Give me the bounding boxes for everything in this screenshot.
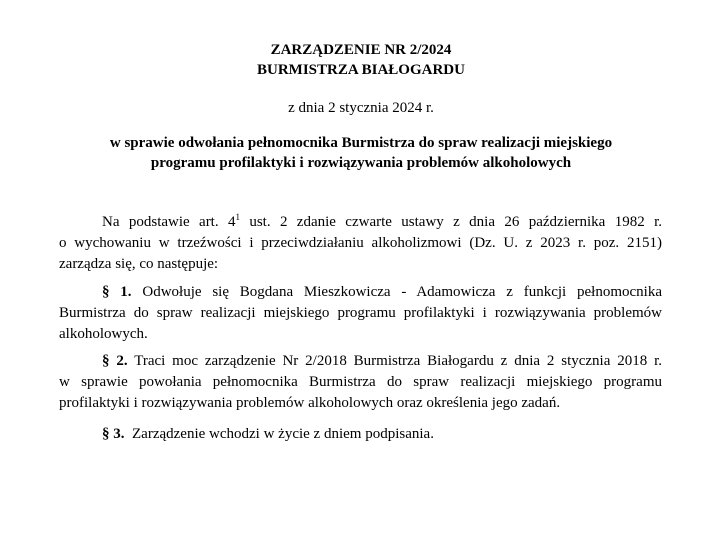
- section-2-mark: § 2.: [102, 353, 128, 369]
- section-2-text: Traci moc zarządzenie Nr 2/2018 Burmistrza Białogardu z dnia 2 stycznia 2018 r.: [127, 353, 662, 369]
- section-3-paragraph: [59, 424, 662, 445]
- subject-line-1: w sprawie odwołania pełnomocnika Burmistrza do spraw realizacji miejskiego: [109, 135, 613, 151]
- legal-basis-paragraph: [59, 212, 662, 275]
- section-1-line-1: [59, 282, 662, 303]
- section-1-text: Odwołuje się Bogdana Mieszkowicza - Adamowicza z funkcji pełnomocnika: [131, 284, 662, 300]
- section-2-line-1: [59, 351, 662, 372]
- section-1-line-2: Burmistrza do spraw realizacji miejskiego programu profilaktyki i rozwiązywania problemów: [59, 305, 662, 321]
- section-3-text: Zarządzenie wchodzi w życie z dniem podpisania.: [124, 426, 434, 442]
- document-subject: [60, 133, 662, 173]
- section-1-paragraph: [59, 282, 662, 345]
- section-2-line-3: profilaktyki i rozwiązywania problemów alkoholowych oraz określenia jego zadań.: [59, 395, 561, 411]
- document-date: z dnia 2 stycznia 2024 r.: [288, 100, 434, 116]
- section-3-line-1: [59, 424, 662, 445]
- legal-basis-line-2: o wychowaniu w trzeźwości i przeciwdziałaniu alkoholizmowi (Dz. U. z 2023 r. poz. 2151): [59, 235, 662, 251]
- legal-basis-text-a: Na podstawie art. 4: [102, 214, 236, 230]
- document-issuer: BURMISTRZA BIAŁOGARDU: [257, 62, 465, 78]
- legal-basis-line-3: zarządza się, co następuje:: [59, 256, 219, 272]
- section-1-mark: § 1.: [102, 284, 132, 300]
- section-3-mark: § 3.: [102, 426, 125, 442]
- legal-basis-superscript: 1: [235, 212, 240, 222]
- subject-line-2: programu profilaktyki i rozwiązywania problemów alkoholowych: [150, 155, 572, 171]
- legal-basis-text-b: ust. 2 zdanie czwarte ustawy z dnia 26 października 1982 r.: [239, 214, 662, 230]
- document-title: ZARZĄDZENIE NR 2/2024: [270, 42, 452, 58]
- legal-basis-line-1: [59, 212, 662, 233]
- section-2-line-2: w sprawie powołania pełnomocnika Burmistrza do spraw realizacji miejskiego programu: [59, 374, 662, 390]
- section-1-line-3: alkoholowych.: [59, 326, 148, 342]
- section-2-paragraph: [59, 351, 662, 414]
